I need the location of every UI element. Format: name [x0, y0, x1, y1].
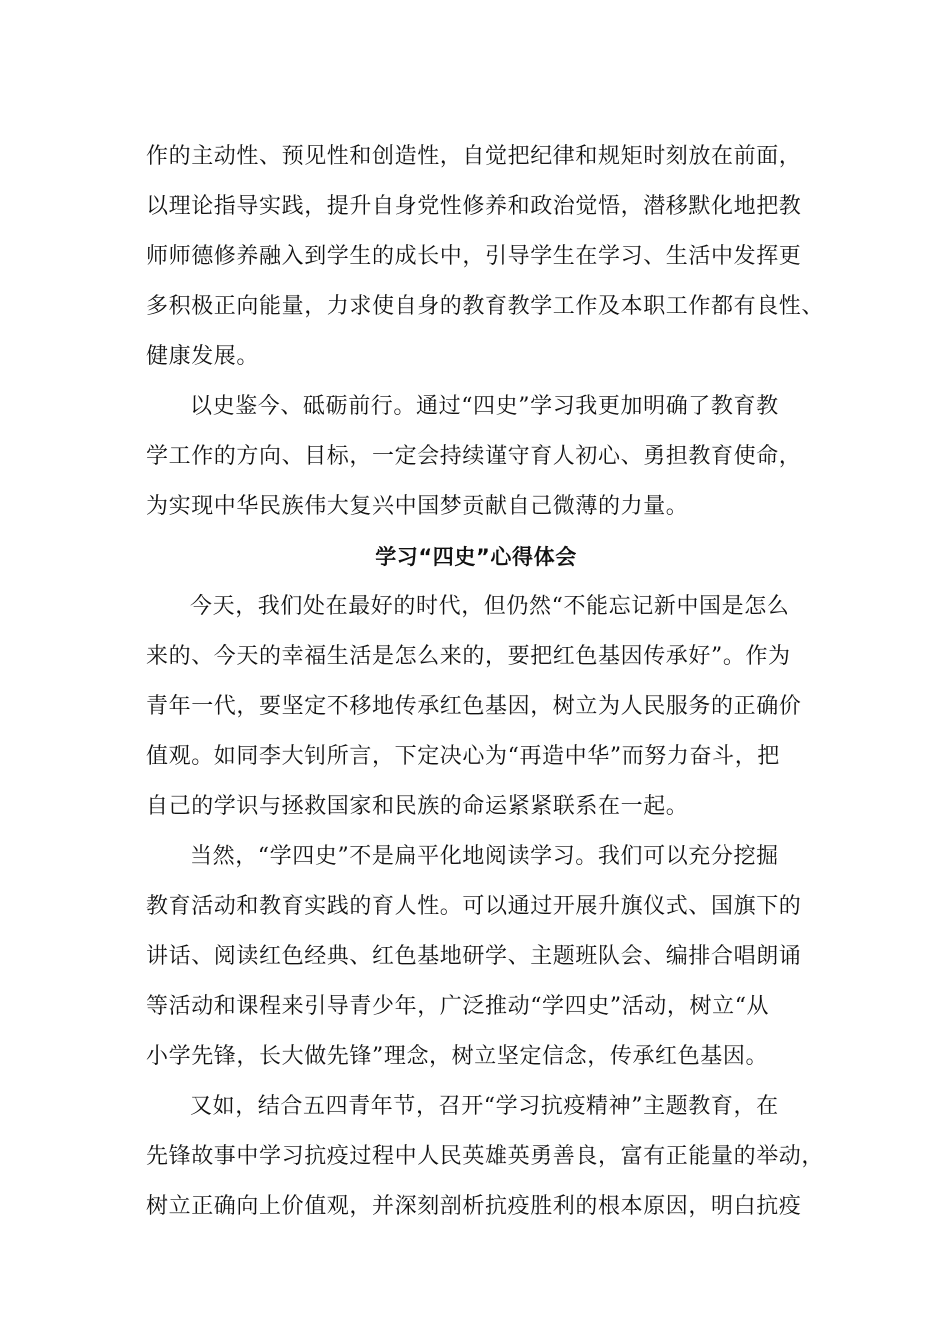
- document-body: [146, 132, 825, 1232]
- body-line: 树立正确向上价值观，并深刻剖析抗疫胜利的根本原因，明白抗疫: [146, 1194, 802, 1219]
- body-line: 作的主动性、预见性和创造性，自觉把纪律和规矩时刻放在前面，: [146, 144, 802, 169]
- body-line: 小学先锋，长大做先锋”理念，树立坚定信念，传承红色基因。: [146, 1044, 769, 1069]
- body-line: 值观。如同李大钊所言，下定决心为“再造中华”而努力奋斗，把: [146, 744, 780, 769]
- body-line: 学工作的方向、目标，一定会持续谨守育人初心、勇担教育使命，: [146, 444, 802, 469]
- body-line: 青年一代，要坚定不移地传承红色基因，树立为人民服务的正确价: [146, 694, 802, 719]
- body-line: 以理论指导实践，提升自身党性修养和政治觉悟，潜移默化地把教: [146, 194, 802, 219]
- paragraph-start-line: 以史鉴今、砥砺前行。通过“四史”学习我更加明确了教育教: [190, 394, 779, 419]
- paragraph-start-line: 今天，我们处在最好的时代，但仍然“不能忘记新中国是怎么: [190, 594, 790, 619]
- body-line: 来的、今天的幸福生活是怎么来的，要把红色基因传承好”。作为: [146, 644, 791, 669]
- body-line: 教育活动和教育实践的育人性。可以通过开展升旗仪式、国旗下的: [146, 894, 802, 919]
- body-line: 为实现中华民族伟大复兴中国梦贡献自己微薄的力量。: [146, 494, 689, 519]
- section-heading: 学习“四史”心得体会: [375, 545, 577, 569]
- body-line: 师师德修养融入到学生的成长中，引导学生在学习、生活中发挥更: [146, 244, 802, 269]
- body-line: 自己的学识与拯救国家和民族的命运紧紧联系在一起。: [146, 794, 689, 819]
- body-line: 讲话、阅读红色经典、红色基地研学、主题班队会、编排合唱朗诵: [146, 944, 802, 969]
- body-line: 等活动和课程来引导青少年，广泛推动“学四史”活动，树立“从: [146, 994, 770, 1019]
- body-line: 健康发展。: [146, 344, 260, 369]
- body-line: 先锋故事中学习抗疫过程中人民英雄英勇善良，富有正能量的举动，: [146, 1144, 825, 1169]
- body-line: 多积极正向能量，力求使自身的教育教学工作及本职工作都有良性、: [146, 294, 825, 319]
- paragraph-start-line: 当然，“学四史”不是扁平化地阅读学习。我们可以充分挖掘: [190, 844, 779, 869]
- paragraph-start-line: 又如，结合五四青年节，召开“学习抗疫精神”主题教育，在: [190, 1094, 779, 1119]
